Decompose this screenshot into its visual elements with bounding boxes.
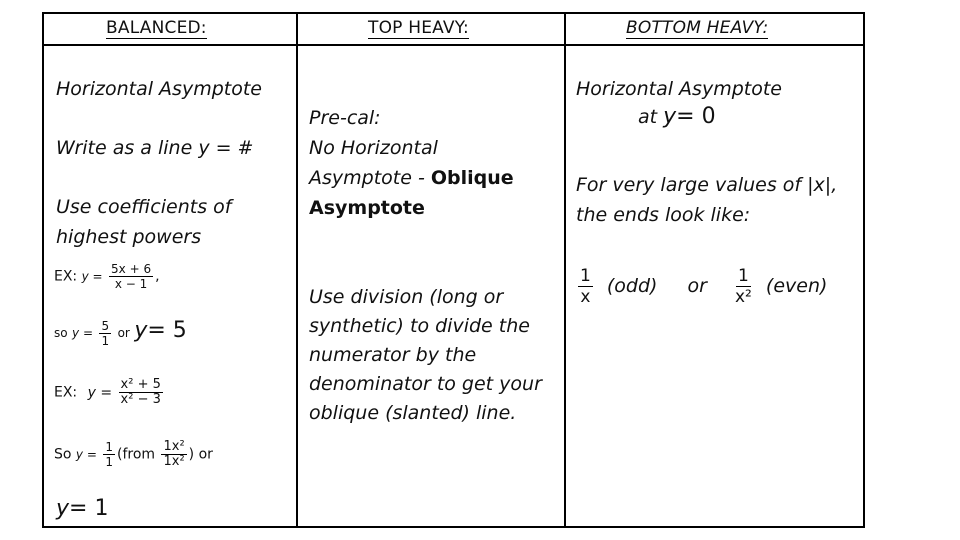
top-heavy-line2: No Horizontal (309, 137, 438, 159)
balanced-so1: so y = $\frac{5}{1}$ or y= 5 (54, 318, 187, 348)
balanced-line3b: highest powers (56, 226, 202, 248)
header-bottom-heavy: BOTTOM HEAVY: (626, 18, 769, 38)
balanced-line3a: Use coefficients of (56, 196, 232, 218)
top-heavy-line9: oblique (slanted) line. (309, 402, 517, 424)
asymptote-table (42, 12, 865, 528)
top-heavy-line3: Asymptote - Oblique (309, 167, 514, 189)
bottom-heavy-line2: at y= 0 (638, 104, 716, 129)
balanced-example1: EX: y = $\frac{5x + 6}{x - 1}$ , (54, 262, 160, 291)
header-balanced: BALANCED: (106, 18, 207, 38)
top-heavy-line1: Pre-cal: (309, 107, 381, 129)
bottom-heavy-line4: the ends look like: (576, 204, 751, 226)
top-heavy-line4: Asymptote (309, 197, 425, 219)
balanced-so2: So y = $\frac{1}{1}$ (from $\frac{\text{1x²}}{\text{1x²}}$ ) or (54, 439, 213, 469)
bottom-heavy-line3: For very large values of |x|, (576, 174, 838, 196)
top-heavy-line6: synthetic) to divide the (309, 315, 530, 337)
column-divider-2 (564, 14, 566, 526)
balanced-line2: Write as a line y = # (56, 137, 254, 159)
top-heavy-line8: denominator to get your (309, 373, 542, 395)
header-top-heavy: TOP HEAVY: (368, 18, 469, 38)
bottom-heavy-line1: Horizontal Asymptote (576, 78, 782, 100)
bottom-heavy-ends: $\frac{1}{x}$ (odd) or $\frac{1}{\text{x²}}$ (even) (580, 266, 828, 307)
top-heavy-line7: numerator by the (309, 344, 477, 366)
balanced-line1: Horizontal Asymptote (56, 78, 262, 100)
top-heavy-line5: Use division (long or (309, 286, 504, 308)
column-divider-1 (296, 14, 298, 526)
balanced-final: y= 1 (56, 496, 109, 521)
balanced-example2: EX: y = $\frac{\text{x² + 5}}{\text{x² − 3}}$ (54, 377, 161, 407)
header-divider (44, 44, 863, 46)
